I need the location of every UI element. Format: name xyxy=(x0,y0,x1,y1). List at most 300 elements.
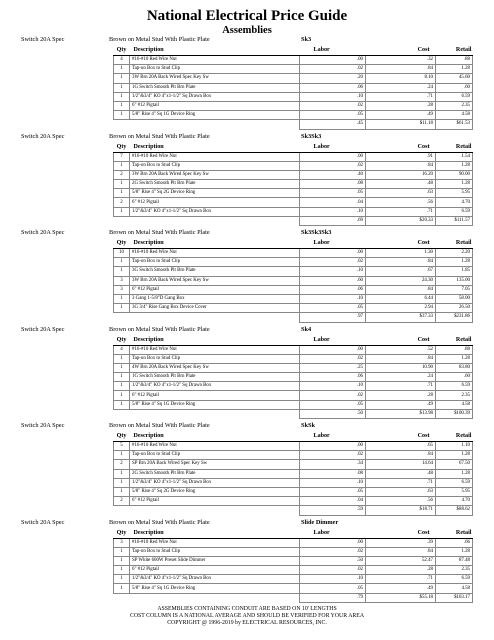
retail-cell: 6.59 xyxy=(436,575,473,584)
description-cell: 6" #12 Pigtail xyxy=(130,101,300,110)
qty-cell: 1 xyxy=(114,92,130,101)
assembly-table xyxy=(113,142,473,227)
retail-cell: 6.59 xyxy=(436,207,473,216)
qty-cell: 1 xyxy=(114,207,130,216)
retail-cell: 4.70 xyxy=(436,497,473,506)
retail-cell: 135.00 xyxy=(436,276,473,285)
table-row xyxy=(114,451,473,460)
footer-line-copyright: COPYRIGHT @ 1996-2019 by ELECTRICAL RESOURCES, INC. xyxy=(167,620,327,626)
cost-cell: .84 xyxy=(366,451,436,460)
description-cell: 1/2"&3/4" KO 4"x1-1/2" Sq Drawn Box xyxy=(130,382,300,391)
total-spacer xyxy=(114,506,130,515)
cost-cell: .24 xyxy=(366,373,436,382)
total-row xyxy=(114,313,473,322)
total-retail: $88.62 xyxy=(436,506,473,515)
description-cell: Tap-on Box to Stud Clip xyxy=(130,161,300,170)
total-retail: $111.57 xyxy=(436,216,473,225)
cost-cell: .65 xyxy=(366,442,436,451)
labor-cell: .02 xyxy=(300,566,366,575)
labor-cell: .05 xyxy=(300,584,366,593)
cost-cell: 16.20 xyxy=(366,170,436,179)
retail-cell: .60 xyxy=(436,83,473,92)
cost-header: Cost xyxy=(366,431,436,442)
qty-cell: 1 xyxy=(114,258,130,267)
total-row xyxy=(114,216,473,225)
total-cost: $20.33 xyxy=(366,216,436,225)
section-code: Slide Dimmer xyxy=(301,518,339,526)
retail-cell: 6.59 xyxy=(436,382,473,391)
table-row xyxy=(114,497,473,506)
labor-cell: .10 xyxy=(300,294,366,303)
description-cell: Tap-on Box to Stud Clip xyxy=(130,258,300,267)
qty-header: Qty xyxy=(114,335,130,346)
labor-cell: .00 xyxy=(300,152,366,161)
retail-cell: .66 xyxy=(436,538,473,547)
total-row xyxy=(114,506,473,515)
retail-cell: 1.28 xyxy=(436,258,473,267)
total-retail: $231.86 xyxy=(436,313,473,322)
qty-cell: 7 xyxy=(114,152,130,161)
labor-header: Labor xyxy=(300,528,366,539)
cost-cell: 6.44 xyxy=(366,294,436,303)
description-cell: SP White 600W Preset Slide Dimmer xyxy=(130,556,300,565)
assembly-table xyxy=(113,528,473,603)
total-labor: .45 xyxy=(300,120,366,129)
cost-cell: .52 xyxy=(366,345,436,354)
description-cell: 5/8" Rise 4" Sq 2G Device Ring xyxy=(130,189,300,198)
labor-cell: .10 xyxy=(300,575,366,584)
total-spacer xyxy=(114,216,130,225)
cost-cell: .39 xyxy=(366,538,436,547)
labor-cell: .02 xyxy=(300,547,366,556)
description-cell: 4W Brn 20A Back Wired Spec Key Sw xyxy=(130,363,300,372)
qty-cell: 2 xyxy=(114,170,130,179)
cost-cell: .84 xyxy=(366,161,436,170)
table-row xyxy=(114,92,473,101)
assembly-table xyxy=(113,431,473,516)
table-row xyxy=(114,382,473,391)
assembly-table xyxy=(113,238,473,323)
table-row xyxy=(114,285,473,294)
table-row xyxy=(114,207,473,216)
description-cell: 1/2"&3/4" KO 4"x1-1/2" Sq Drawn Box xyxy=(130,478,300,487)
cost-cell: .49 xyxy=(366,584,436,593)
cost-header: Cost xyxy=(366,142,436,153)
qty-cell: 1 xyxy=(114,161,130,170)
description-cell: 6" #12 Pigtail xyxy=(130,566,300,575)
description-cell: 3W Brn 20A Back Wired Spec Key Sw xyxy=(130,276,300,285)
table-row xyxy=(114,101,473,110)
qty-cell: 5 xyxy=(114,442,130,451)
table-row xyxy=(114,373,473,382)
total-spacer xyxy=(130,593,300,602)
cost-cell: .71 xyxy=(366,382,436,391)
assembly-section xyxy=(0,33,494,130)
table-row xyxy=(114,566,473,575)
section-header xyxy=(0,226,494,238)
labor-header: Labor xyxy=(300,335,366,346)
qty-cell: 2 xyxy=(114,497,130,506)
labor-cell: .10 xyxy=(300,382,366,391)
retail-cell: 87.48 xyxy=(436,556,473,565)
labor-cell: .05 xyxy=(300,304,366,313)
total-spacer xyxy=(114,313,130,322)
footer-line-cost: COST COLUMN IS A NATIONAL AVERAGE AND SHOULD BE VERIFIED FOR YOUR AREA xyxy=(129,613,365,619)
labor-cell: .04 xyxy=(300,198,366,207)
total-cost: $13.98 xyxy=(366,409,436,418)
retail-cell: 2.35 xyxy=(436,391,473,400)
table-header-row xyxy=(114,238,473,249)
qty-cell: 4 xyxy=(114,56,130,65)
cost-cell: .84 xyxy=(366,65,436,74)
labor-header: Labor xyxy=(300,238,366,249)
labor-cell: .02 xyxy=(300,354,366,363)
table-row xyxy=(114,83,473,92)
description-cell: 1/2"&3/4" KO 4"x1-1/2" Sq Drawn Box xyxy=(130,92,300,101)
qty-cell: 4 xyxy=(114,345,130,354)
description-cell: 6" #12 Pigtail xyxy=(130,285,300,294)
labor-cell: .02 xyxy=(300,161,366,170)
section-spec: Switch 20A Spec xyxy=(21,229,65,236)
section-spec: Switch 20A Spec xyxy=(21,325,65,333)
description-cell: #16-#10 Red Wire Nut xyxy=(130,345,300,354)
description-header: Description xyxy=(130,142,300,153)
description-header: Description xyxy=(130,45,300,56)
labor-cell: .06 xyxy=(300,285,366,294)
section-description: Brown on Metal Stud With Plastic Plate xyxy=(109,422,210,429)
cost-header: Cost xyxy=(366,335,436,346)
retail-header: Retail xyxy=(436,335,473,346)
labor-cell: .50 xyxy=(300,556,366,565)
section-code: Sk4 xyxy=(301,325,312,333)
description-cell: 2G Switch Smooth Plt Brn Plate xyxy=(130,180,300,189)
description-cell: #16-#10 Red Wire Nut xyxy=(130,152,300,161)
description-cell: 6" #12 Pigtail xyxy=(130,198,300,207)
qty-cell: 1 xyxy=(114,451,130,460)
retail-cell: 67.50 xyxy=(436,460,473,469)
total-row xyxy=(114,409,473,418)
qty-cell: 3 xyxy=(114,538,130,547)
cost-cell: .56 xyxy=(366,198,436,207)
labor-cell: .60 xyxy=(300,276,366,285)
cost-cell: 2.94 xyxy=(366,304,436,313)
qty-cell: 1 xyxy=(114,83,130,92)
description-cell: 6" #12 Pigtail xyxy=(130,391,300,400)
retail-header: Retail xyxy=(436,45,473,56)
qty-cell: 1 xyxy=(114,189,130,198)
retail-cell: 6.59 xyxy=(436,478,473,487)
table-row xyxy=(114,547,473,556)
description-cell: 5/8" Rise 4" Sq 1G Device Ring xyxy=(130,400,300,409)
description-cell: Tap-on Box to Stud Clip xyxy=(130,451,300,460)
qty-cell: 1 xyxy=(114,373,130,382)
qty-cell: 1 xyxy=(114,101,130,110)
cost-cell: .28 xyxy=(366,566,436,575)
total-labor: .79 xyxy=(300,593,366,602)
section-header xyxy=(0,130,494,142)
cost-header: Cost xyxy=(366,238,436,249)
qty-cell: 1 xyxy=(114,294,130,303)
cost-header: Cost xyxy=(366,528,436,539)
cost-cell: .32 xyxy=(366,56,436,65)
retail-cell: 1.28 xyxy=(436,180,473,189)
total-spacer xyxy=(114,593,130,602)
qty-cell: 1 xyxy=(114,363,130,372)
table-row xyxy=(114,161,473,170)
description-header: Description xyxy=(130,238,300,249)
labor-cell: .05 xyxy=(300,400,366,409)
retail-cell: 45.60 xyxy=(436,74,473,83)
cost-cell: .71 xyxy=(366,92,436,101)
description-cell: #16-#10 Red Wire Nut xyxy=(130,538,300,547)
table-row xyxy=(114,556,473,565)
labor-cell: .25 xyxy=(300,363,366,372)
retail-cell: 26.50 xyxy=(436,304,473,313)
table-row xyxy=(114,363,473,372)
table-row xyxy=(114,469,473,478)
table-row xyxy=(114,111,473,120)
qty-cell: 1 xyxy=(114,566,130,575)
section-header xyxy=(0,33,494,45)
table-row xyxy=(114,584,473,593)
cost-cell: .67 xyxy=(366,267,436,276)
cost-cell: 24.30 xyxy=(366,276,436,285)
cost-cell: .28 xyxy=(366,391,436,400)
qty-cell: 1 xyxy=(114,469,130,478)
footer-line-conduit: ASSEMBLIES CONTAINING CONDUIT ARE BASED ON 10' LENGTHS xyxy=(157,606,337,612)
retail-cell: 1.28 xyxy=(436,547,473,556)
table-row xyxy=(114,400,473,409)
cost-cell: 14.64 xyxy=(366,460,436,469)
labor-cell: .00 xyxy=(300,249,366,258)
table-row xyxy=(114,249,473,258)
labor-cell: .05 xyxy=(300,487,366,496)
retail-cell: 4.58 xyxy=(436,400,473,409)
qty-cell: 1 xyxy=(114,575,130,584)
qty-cell: 3 xyxy=(114,276,130,285)
table-header-row xyxy=(114,142,473,153)
qty-cell: 1 xyxy=(114,400,130,409)
description-cell: 1G Switch Smooth Plt Brn Plate xyxy=(130,373,300,382)
description-cell: #16-#10 Red Wire Nut xyxy=(130,249,300,258)
retail-header: Retail xyxy=(436,528,473,539)
qty-cell: 10 xyxy=(114,249,130,258)
section-description: Brown on Metal Stud With Plastic Plate xyxy=(109,229,210,236)
cost-cell: .56 xyxy=(366,497,436,506)
retail-header: Retail xyxy=(436,238,473,249)
labor-cell: .06 xyxy=(300,83,366,92)
total-labor: .59 xyxy=(300,506,366,515)
qty-header: Qty xyxy=(114,431,130,442)
retail-cell: 4.58 xyxy=(436,584,473,593)
description-cell: 2G Switch Smooth Plt Brn Plate xyxy=(130,469,300,478)
labor-header: Labor xyxy=(300,431,366,442)
total-retail: $103.17 xyxy=(436,593,473,602)
retail-cell: 1.28 xyxy=(436,469,473,478)
total-spacer xyxy=(130,216,300,225)
table-header-row xyxy=(114,45,473,56)
total-labor: .50 xyxy=(300,409,366,418)
qty-cell: 1 xyxy=(114,304,130,313)
labor-cell: .34 xyxy=(300,460,366,469)
cost-cell: .71 xyxy=(366,478,436,487)
cost-header: Cost xyxy=(366,45,436,56)
table-row xyxy=(114,442,473,451)
labor-cell: .06 xyxy=(300,373,366,382)
retail-cell: .60 xyxy=(436,373,473,382)
table-row xyxy=(114,170,473,179)
assembly-section xyxy=(0,130,494,227)
labor-cell: .08 xyxy=(300,469,366,478)
retail-cell: 83.80 xyxy=(436,363,473,372)
qty-cell: 1 xyxy=(114,391,130,400)
retail-cell: 1.28 xyxy=(436,161,473,170)
assembly-table xyxy=(113,45,473,130)
table-row xyxy=(114,258,473,267)
retail-cell: 5.95 xyxy=(436,189,473,198)
labor-cell: .02 xyxy=(300,391,366,400)
section-code: SkSk xyxy=(301,422,316,429)
labor-cell: .10 xyxy=(300,92,366,101)
qty-cell: 2 xyxy=(114,460,130,469)
labor-cell: .02 xyxy=(300,65,366,74)
cost-cell: 8.10 xyxy=(366,74,436,83)
table-row xyxy=(114,267,473,276)
retail-cell: 4.70 xyxy=(436,198,473,207)
cost-cell: .24 xyxy=(366,83,436,92)
description-cell: 5/8" Rise 4" Sq 2G Device Ring xyxy=(130,487,300,496)
retail-cell: .88 xyxy=(436,56,473,65)
total-row xyxy=(114,593,473,602)
description-cell: Tap-on Box to Stud Clip xyxy=(130,547,300,556)
total-retail: $100.39 xyxy=(436,409,473,418)
table-row xyxy=(114,56,473,65)
table-row xyxy=(114,65,473,74)
section-description: Brown on Metal Stud With Plastic Plate xyxy=(109,36,210,43)
labor-cell: .10 xyxy=(300,478,366,487)
table-row xyxy=(114,345,473,354)
table-header-row xyxy=(114,431,473,442)
section-code: Sk3 xyxy=(301,36,312,43)
cost-cell: 1.30 xyxy=(366,249,436,258)
qty-header: Qty xyxy=(114,528,130,539)
table-row xyxy=(114,478,473,487)
cost-cell: .84 xyxy=(366,285,436,294)
table-row xyxy=(114,180,473,189)
page-subtitle: Assemblies xyxy=(222,25,272,36)
retail-cell: 6.59 xyxy=(436,92,473,101)
qty-cell: 2 xyxy=(114,198,130,207)
labor-cell: .10 xyxy=(300,207,366,216)
assembly-sections xyxy=(0,33,494,603)
description-cell: SP Brn 20A Back Wired Spec Key Sw xyxy=(130,460,300,469)
description-header: Description xyxy=(130,431,300,442)
table-row xyxy=(114,152,473,161)
cost-cell: 52.47 xyxy=(366,556,436,565)
qty-header: Qty xyxy=(114,142,130,153)
description-cell: Tap-on Box to Stud Clip xyxy=(130,65,300,74)
section-header xyxy=(0,323,494,335)
table-row xyxy=(114,189,473,198)
description-cell: #16-#10 Red Wire Nut xyxy=(130,56,300,65)
cost-cell: .48 xyxy=(366,469,436,478)
retail-cell: 1.10 xyxy=(436,442,473,451)
table-header-row xyxy=(114,528,473,539)
total-cost: $55.18 xyxy=(366,593,436,602)
total-row xyxy=(114,120,473,129)
table-row xyxy=(114,294,473,303)
table-row xyxy=(114,74,473,83)
description-cell: 1/2"&3/4" KO 4"x1-1/2" Sq Drawn Box xyxy=(130,575,300,584)
total-spacer xyxy=(130,313,300,322)
qty-cell: 3 xyxy=(114,285,130,294)
total-retail: $61.53 xyxy=(436,120,473,129)
table-row xyxy=(114,304,473,313)
labor-cell: .05 xyxy=(300,189,366,198)
description-header: Description xyxy=(130,528,300,539)
table-row xyxy=(114,460,473,469)
cost-cell: .49 xyxy=(366,111,436,120)
retail-cell: 4.58 xyxy=(436,111,473,120)
retail-cell: 90.00 xyxy=(436,170,473,179)
qty-cell: 1 xyxy=(114,487,130,496)
retail-cell: 2.35 xyxy=(436,566,473,575)
qty-cell: 1 xyxy=(114,65,130,74)
cost-cell: .84 xyxy=(366,258,436,267)
qty-header: Qty xyxy=(114,238,130,249)
qty-header: Qty xyxy=(114,45,130,56)
table-row xyxy=(114,354,473,363)
section-header xyxy=(0,419,494,431)
qty-cell: 1 xyxy=(114,354,130,363)
table-row xyxy=(114,391,473,400)
description-cell: #16-#10 Red Wire Nut xyxy=(130,442,300,451)
cost-cell: .63 xyxy=(366,487,436,496)
total-spacer xyxy=(130,120,300,129)
page-title: National Electrical Price Guide xyxy=(146,8,348,24)
labor-cell: .00 xyxy=(300,56,366,65)
total-labor: .69 xyxy=(300,216,366,225)
cost-cell: .91 xyxy=(366,152,436,161)
table-header-row xyxy=(114,335,473,346)
description-cell: 6" #12 Pigtail xyxy=(130,497,300,506)
description-cell: 5/8" Rise 4" Sq 1G Device Ring xyxy=(130,111,300,120)
section-code: Sk3Sk3Sk3 xyxy=(301,229,332,236)
labor-cell: .00 xyxy=(300,538,366,547)
description-cell: 3W Brn 20A Back Wired Spec Key Sw xyxy=(130,170,300,179)
section-spec: Switch 20A Spec xyxy=(21,422,65,429)
retail-header: Retail xyxy=(436,142,473,153)
qty-cell: 1 xyxy=(114,267,130,276)
total-spacer xyxy=(114,120,130,129)
cost-cell: .71 xyxy=(366,207,436,216)
section-code: Sk3Sk3 xyxy=(301,132,322,140)
description-cell: 5/8" Rise 4" Sq 1G Device Ring xyxy=(130,584,300,593)
total-cost: $37.33 xyxy=(366,313,436,322)
section-description: Brown on Metal Stud With Plastic Plate xyxy=(109,518,210,526)
retail-cell: 1.28 xyxy=(436,65,473,74)
assembly-table xyxy=(113,335,473,420)
labor-header: Labor xyxy=(300,142,366,153)
section-spec: Switch 20A Spec xyxy=(21,518,65,526)
total-spacer xyxy=(130,409,300,418)
cost-cell: .84 xyxy=(366,354,436,363)
assembly-section xyxy=(0,419,494,516)
labor-cell: .00 xyxy=(300,442,366,451)
cost-cell: .48 xyxy=(366,180,436,189)
cost-cell: .28 xyxy=(366,101,436,110)
labor-cell: .40 xyxy=(300,170,366,179)
